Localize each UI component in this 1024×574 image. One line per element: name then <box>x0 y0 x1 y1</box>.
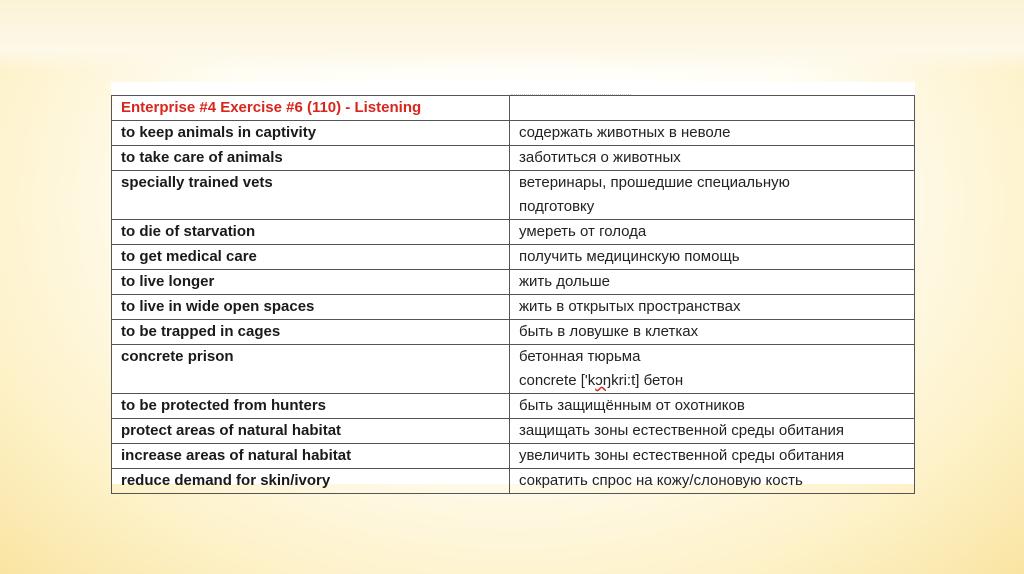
table-row <box>112 270 915 295</box>
english-phrase: to die of starvation <box>112 220 510 245</box>
table-row <box>112 345 915 394</box>
russian-translation: быть в ловушке в клетках <box>510 320 915 345</box>
table-row <box>112 320 915 345</box>
translation-line: бетонная тюрьма <box>519 348 641 365</box>
table-row <box>112 295 915 320</box>
russian-translation: умереть от голода <box>510 220 915 245</box>
translation-line: подготовку <box>519 198 595 215</box>
transcription-part: kri:t] бетон <box>611 372 684 389</box>
table-row <box>112 444 915 469</box>
translation-line: ветеринары, прошедшие специальную <box>519 174 790 191</box>
table-row <box>112 469 915 494</box>
russian-translation: жить дольше <box>510 270 915 295</box>
table-row <box>112 171 915 220</box>
english-phrase: protect areas of natural habitat <box>112 419 510 444</box>
header-translation-cell <box>510 96 915 121</box>
russian-translation: быть защищённым от охотников <box>510 394 915 419</box>
russian-translation: жить в открытых пространствах <box>510 295 915 320</box>
table-row <box>112 220 915 245</box>
cropped-text-remnant <box>511 84 631 95</box>
russian-translation: получить медицинскую помощь <box>510 245 915 270</box>
english-phrase: to be trapped in cages <box>112 320 510 345</box>
english-phrase: to live longer <box>112 270 510 295</box>
english-phrase: to get medical care <box>112 245 510 270</box>
english-phrase: to live in wide open spaces <box>112 295 510 320</box>
english-phrase: to be protected from hunters <box>112 394 510 419</box>
transcription-part: concrete ['k <box>519 372 596 389</box>
exercise-title: Enterprise #4 Exercise #6 (110) - Listening <box>112 96 510 121</box>
transcription-line <box>519 369 914 393</box>
english-phrase: specially trained vets <box>112 171 510 220</box>
english-phrase: to keep animals in captivity <box>112 121 510 146</box>
table-row <box>112 394 915 419</box>
russian-translation <box>510 345 915 394</box>
russian-translation: увеличить зоны естественной среды обитания <box>510 444 915 469</box>
vocabulary-table <box>111 95 915 494</box>
table-row <box>112 146 915 171</box>
english-phrase: reduce demand for skin/ivory <box>112 469 510 494</box>
english-phrase: to take care of animals <box>112 146 510 171</box>
table-row <box>112 245 915 270</box>
english-phrase: increase areas of natural habitat <box>112 444 510 469</box>
russian-translation <box>510 171 915 220</box>
russian-translation: содержать животных в неволе <box>510 121 915 146</box>
russian-translation: сократить спрос на кожу/слоновую кость <box>510 469 915 494</box>
table-header-row <box>112 96 915 121</box>
spellcheck-underlined-text: ɔŋ <box>595 372 612 389</box>
russian-translation: заботиться о животных <box>510 146 915 171</box>
russian-translation: защищать зоны естественной среды обитания <box>510 419 915 444</box>
table-row <box>112 121 915 146</box>
slide-top-strip <box>0 0 1024 72</box>
english-phrase: concrete prison <box>112 345 510 394</box>
table-row <box>112 419 915 444</box>
